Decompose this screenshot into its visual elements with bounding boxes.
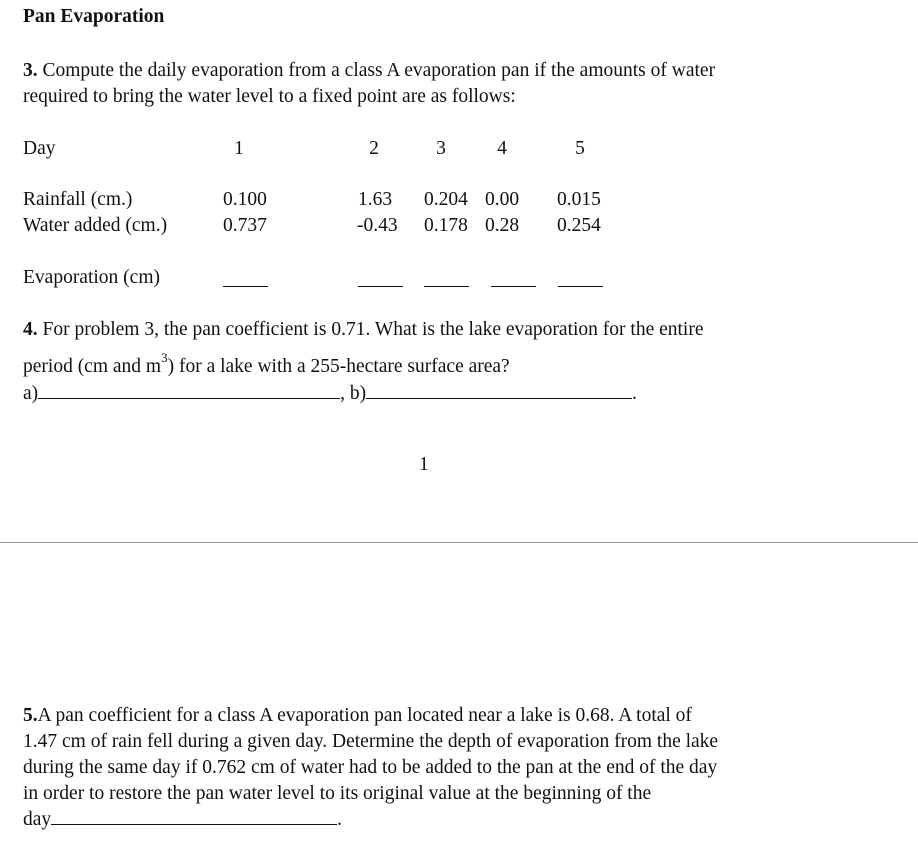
- water-added-day-3: 0.178: [424, 215, 468, 236]
- page-number: 1: [419, 454, 429, 475]
- problem-4-answers: [23, 384, 637, 404]
- page-divider: [0, 542, 918, 543]
- problem-5-line-2: 1.47 cm of rain fell during a given day. Determine the depth of evaporation from the lake: [23, 731, 719, 752]
- rainfall-day-5: 0.015: [557, 189, 601, 210]
- problem-5-line-1: [23, 706, 692, 726]
- answer-5-blank[interactable]: [51, 824, 337, 825]
- day-1: 1: [234, 138, 244, 159]
- problem-5-line-3: during the same day if 0.762 cm of water had to be added to the pan at the end of the day: [23, 757, 718, 778]
- day-label: Day: [23, 138, 56, 159]
- problem-3-text-1: Compute the daily evaporation from a class A evaporation pan if the amounts of water: [42, 60, 716, 81]
- water-added-day-4: 0.28: [485, 215, 520, 236]
- problem-5-text-5: day: [23, 809, 52, 830]
- evaporation-label: Evaporation (cm): [23, 267, 160, 288]
- rainfall-day-1: 0.100: [223, 189, 267, 210]
- evaporation-blank-day-4[interactable]: [491, 286, 536, 287]
- problem-4-text-2-end: ) for a lake with a 255-hectare surface area?: [167, 356, 510, 377]
- problem-5-line-4: in order to restore the pan water level to its original value at the beginning of the: [23, 783, 652, 804]
- problem-5-number: 5.: [23, 705, 38, 726]
- day-4: 4: [497, 138, 507, 159]
- section-title: Pan Evaporation: [23, 6, 165, 27]
- problem-5-line-5: [23, 810, 342, 830]
- answer-b-label: , b): [340, 383, 367, 404]
- rainfall-day-4: 0.00: [485, 189, 520, 210]
- water-added-day-5: 0.254: [557, 215, 601, 236]
- water-added-day-2: -0.43: [357, 215, 398, 236]
- rainfall-day-3: 0.204: [424, 189, 468, 210]
- day-2: 2: [369, 138, 379, 159]
- answer-a-blank[interactable]: [38, 398, 340, 399]
- answer-b-blank[interactable]: [366, 398, 632, 399]
- water-added-label: Water added (cm.): [23, 215, 168, 236]
- answer-a-label: a): [23, 383, 39, 404]
- answer-4-period: .: [632, 383, 638, 404]
- problem-4-line-1: [23, 320, 704, 340]
- problem-3-line-1: [23, 61, 715, 81]
- problem-4-number: 4.: [23, 319, 38, 340]
- problem-5-text-1: A pan coefficient for a class A evaporation pan located near a lake is 0.68. A total of: [37, 705, 692, 726]
- rainfall-day-2: 1.63: [358, 189, 393, 210]
- rainfall-label: Rainfall (cm.): [23, 189, 133, 210]
- day-3: 3: [436, 138, 446, 159]
- problem-4-line-2: [23, 349, 510, 377]
- evaporation-blank-day-2[interactable]: [358, 286, 403, 287]
- evaporation-blank-day-5[interactable]: [558, 286, 603, 287]
- problem-4-text-1: For problem 3, the pan coefficient is 0.71. What is the lake evaporation for the entire: [42, 319, 704, 340]
- evaporation-blank-day-3[interactable]: [424, 286, 469, 287]
- problem-4-text-2-start: period (cm and m: [23, 356, 162, 377]
- day-5: 5: [575, 138, 585, 159]
- problem-3-number: 3.: [23, 60, 38, 81]
- water-added-day-1: 0.737: [223, 215, 267, 236]
- cubic-superscript: 3: [161, 349, 168, 365]
- evaporation-blank-day-1[interactable]: [223, 286, 268, 287]
- answer-5-period: .: [337, 809, 343, 830]
- problem-3-text-2: required to bring the water level to a fixed point are as follows:: [23, 86, 516, 107]
